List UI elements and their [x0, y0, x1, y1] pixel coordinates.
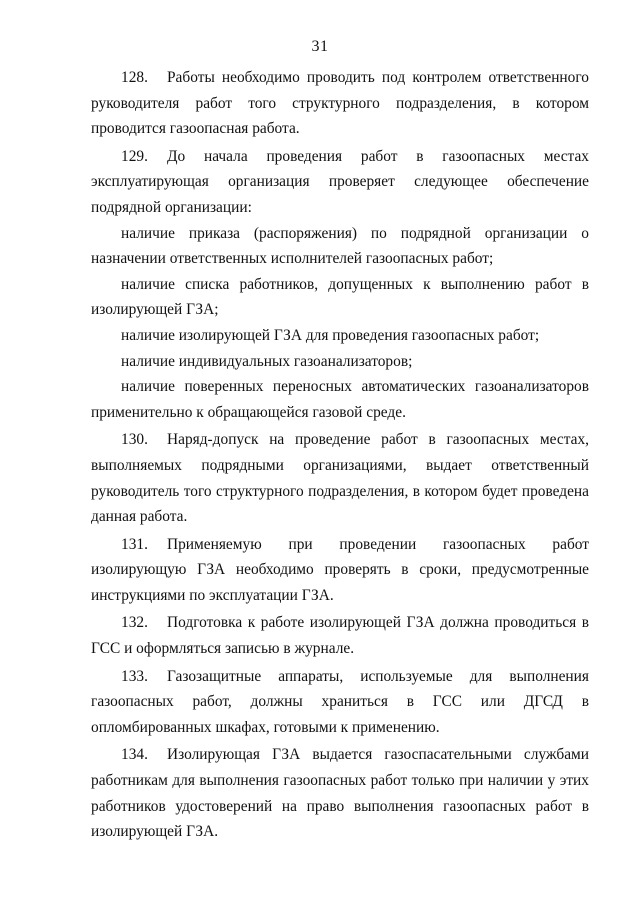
paragraph-text: наличие изолирующей ГЗА для проведения газоопасных работ;: [121, 326, 540, 344]
paragraph-number: 134.: [121, 746, 148, 764]
list-item: [91, 349, 589, 375]
list-item: [91, 221, 589, 272]
paragraph-number: 129.: [121, 147, 148, 165]
paragraph-text: наличие списка работников, допущенных к выполнению работ в изолирующей ГЗА;: [91, 275, 589, 319]
list-item: [91, 323, 589, 349]
paragraph-text: наличие приказа (распоряжения) по подрядной организации о назначении ответственных исполнителей газоопасных работ;: [91, 224, 589, 268]
paragraph-text: Работы необходимо проводить под контролем ответственного руководителя работ того структурного подразделения, в котором проводится газоопасная работа.: [91, 69, 589, 138]
paragraph-128: [91, 65, 589, 142]
paragraph-number: 128.: [121, 69, 148, 86]
paragraph-129: [91, 144, 589, 221]
paragraph-text: Газозащитные аппараты, используемые для выполнения газоопасных работ, должны храниться в ГСС или ДГСД в опломбированных шкафах, готовыми к применению.: [91, 667, 589, 736]
paragraph-130: [91, 427, 589, 529]
paragraph-133: [91, 664, 589, 741]
paragraph-text: Наряд-допуск на проведение работ в газоопасных местах, выполняемых подрядными организациями, выдает ответственный руководитель того структурного подразделения, в котором будет проведена данная работа.: [91, 431, 589, 526]
list-item: [91, 272, 589, 323]
paragraph-text: Подготовка к работе изолирующей ГЗА должна проводиться в ГСС и оформляться записью в журнале.: [91, 614, 589, 658]
paragraph-number: 133.: [121, 667, 148, 685]
paragraph-number: 131.: [121, 535, 148, 553]
paragraph-number: 132.: [121, 614, 148, 632]
document-body: [91, 65, 589, 845]
paragraph-number: 130.: [121, 431, 148, 449]
list-item: [91, 374, 589, 425]
paragraph-131: [91, 532, 589, 609]
paragraph-134: [91, 742, 589, 844]
paragraph-text: Изолирующая ГЗА выдается газоспасательными службами работникам для выполнения газоопасных работ только при наличии у этих работников удостоверений на право выполнения газоопасных работ в изолирующей ГЗА.: [91, 746, 589, 841]
paragraph-text: наличие индивидуальных газоанализаторов;: [121, 352, 413, 370]
paragraph-132: [91, 610, 589, 661]
paragraph-text: наличие поверенных переносных автоматических газоанализаторов применительно к обращающейся газовой среде.: [91, 378, 589, 421]
page-number: 31: [311, 38, 329, 55]
paragraph-text: Применяемую при проведении газоопасных работ изолирующую ГЗА необходимо проверять в сроки, предусмотренные инструкциями по эксплуатации ГЗА.: [91, 535, 589, 604]
paragraph-text: До начала проведения работ в газоопасных местах эксплуатирующая организация проверяет следующее обеспечение подрядной организации:: [91, 147, 589, 216]
